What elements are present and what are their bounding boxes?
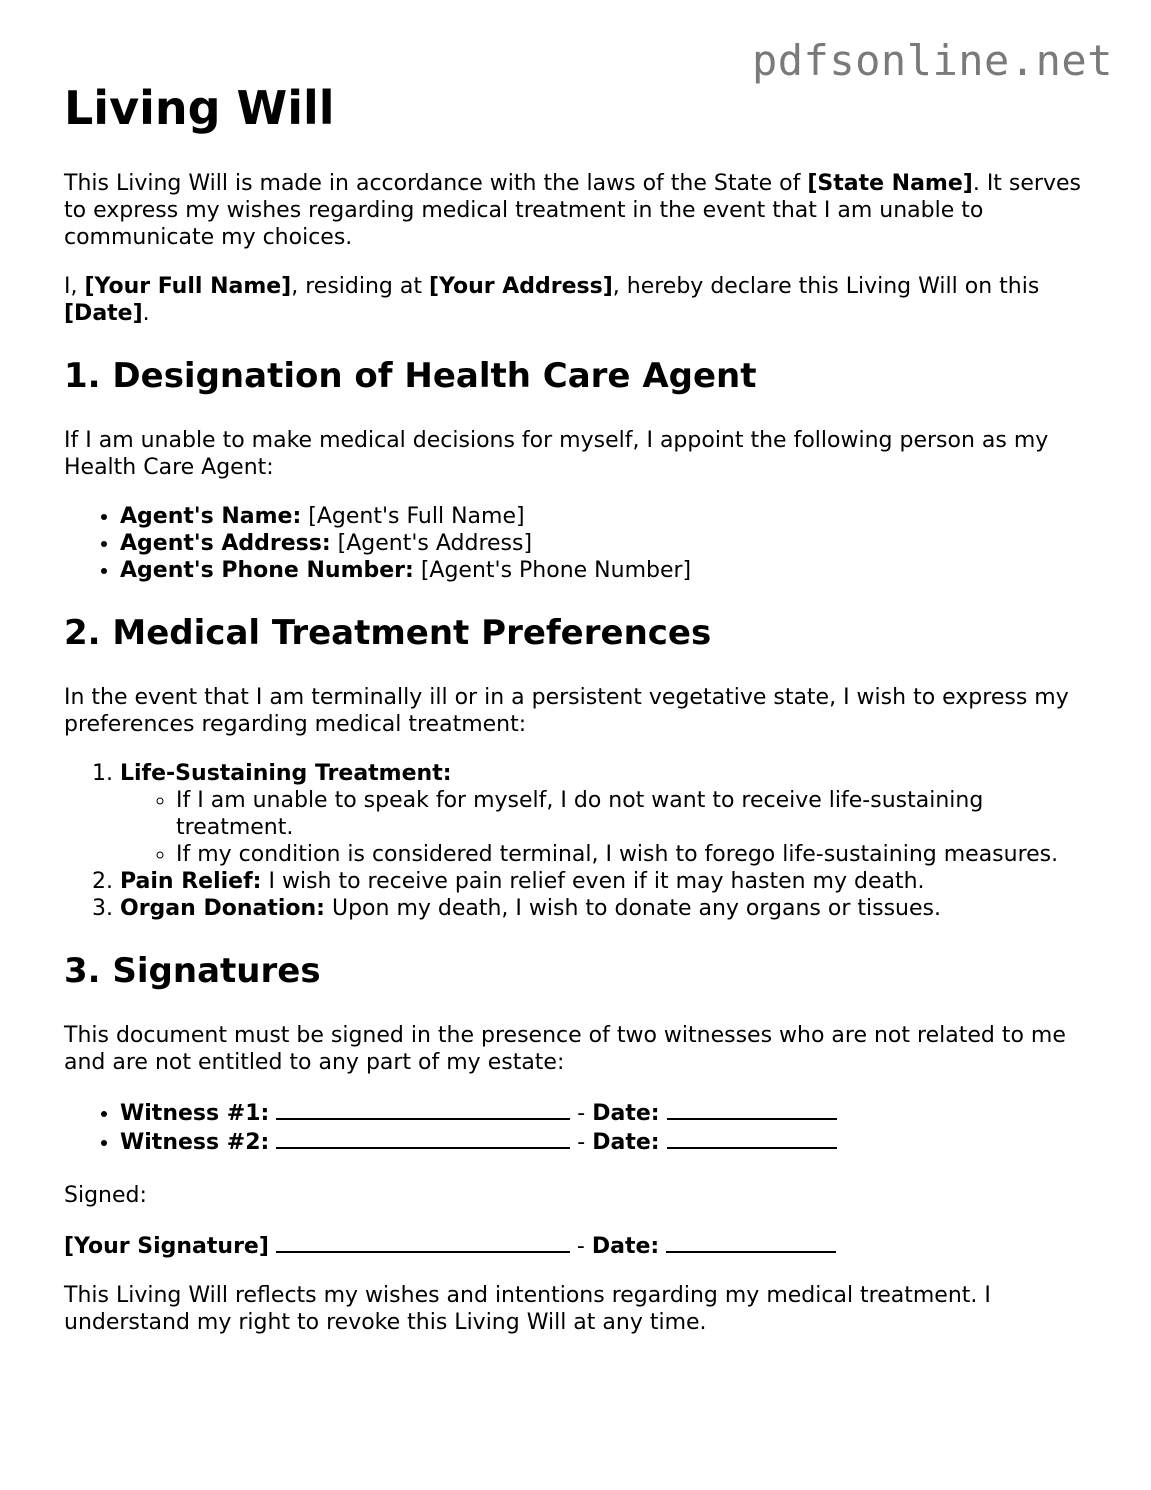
item-label: Life-Sustaining Treatment: (120, 761, 452, 786)
witness-line (120, 1098, 1104, 1127)
witness-signature-blank[interactable] (276, 1098, 570, 1120)
signature-date-blank[interactable] (666, 1231, 836, 1253)
section-heading-agent: 1. Designation of Health Care Agent (64, 356, 757, 396)
sub-list (120, 787, 1104, 868)
dash: - (570, 1130, 593, 1155)
item-value: [Agent's Full Name] (301, 504, 525, 529)
dash: - (569, 1234, 592, 1259)
document-page (64, 80, 1104, 1358)
witness-label: Witness #2: (120, 1130, 270, 1155)
section-text-signatures: This document must be signed in the presence of two witnesses who are not related to me and are not entitled to any part of my estate: (64, 1023, 1066, 1075)
intro-text: I, (64, 274, 85, 299)
witness-date-blank[interactable] (667, 1127, 837, 1149)
item-value: [Agent's Phone Number] (413, 558, 692, 583)
item-value: Upon my death, I wish to donate any organs or tissues. (324, 896, 941, 921)
witness-label: Witness #1: (120, 1101, 270, 1126)
section-heading-treatment: 2. Medical Treatment Preferences (64, 613, 712, 653)
item-label: Agent's Phone Number: (120, 558, 414, 583)
signature-line (64, 1231, 1104, 1260)
sub-list-item: ◦ If I am unable to speak for myself, I do not want to receive life-sustaining treatment. (176, 787, 1104, 841)
intro-text: . (142, 301, 150, 326)
item-label: Agent's Name: (120, 504, 302, 529)
intro-paragraph-1 (64, 170, 1104, 251)
date-label: Date: (592, 1130, 660, 1155)
item-label: Agent's Address: (120, 531, 331, 556)
item-value: I wish to receive pain relief even if it may hasten my death. (261, 869, 925, 894)
signature-label: [Your Signature] (64, 1234, 269, 1259)
item-value: [Agent's Address] (330, 531, 533, 556)
intro-paragraph-2 (64, 273, 1104, 327)
witness-line (120, 1127, 1104, 1156)
date-label: Date: (592, 1101, 660, 1126)
section-text-treatment: In the event that I am terminally ill or in a persistent vegetative state, I wish to express my preferences regarding medical treatment: (64, 685, 1069, 737)
full-name-placeholder: [Your Full Name] (84, 274, 292, 299)
date-placeholder: [Date] (64, 301, 143, 326)
agent-list (64, 503, 1104, 584)
intro-text: , residing at (291, 274, 429, 299)
watermark: pdfsonline.net (751, 36, 1113, 85)
closing-paragraph: This Living Will reflects my wishes and intentions regarding my medical treatment. I understand my right to revoke this Living Will at any time. (64, 1283, 991, 1335)
list-item (120, 760, 1104, 868)
list-item (120, 557, 1104, 584)
witness-signature-blank[interactable] (276, 1127, 570, 1149)
date-label: Date: (591, 1234, 660, 1259)
intro-text: , hereby declare this Living Will on this (612, 274, 1040, 299)
list-item (120, 868, 1104, 895)
sub-list-item: ◦ If my condition is considered terminal, I wish to forego life-sustaining measures. (176, 841, 1104, 868)
section-heading-signatures: 3. Signatures (64, 951, 321, 991)
intro-text: . It serves to express my wishes regarding medical treatment in the event that I am unable to communicate my choices. (64, 171, 1081, 250)
list-item (120, 530, 1104, 557)
list-item (120, 895, 1104, 922)
dash: - (570, 1101, 593, 1126)
section-text-agent: If I am unable to make medical decisions for myself, I appoint the following person as my Health Care Agent: (64, 428, 1049, 480)
document-title: Living Will (64, 81, 335, 135)
state-name-placeholder: [State Name] (807, 171, 973, 196)
signed-label: Signed: (64, 1183, 147, 1208)
item-label: Organ Donation: (120, 896, 325, 921)
address-placeholder: [Your Address] (428, 274, 613, 299)
treatment-list (64, 760, 1104, 922)
signature-blank[interactable] (276, 1231, 570, 1253)
intro-text: This Living Will is made in accordance with the laws of the State of (64, 171, 808, 196)
witness-date-blank[interactable] (667, 1098, 837, 1120)
item-label: Pain Relief: (120, 869, 262, 894)
list-item (120, 503, 1104, 530)
witness-list (64, 1098, 1104, 1156)
